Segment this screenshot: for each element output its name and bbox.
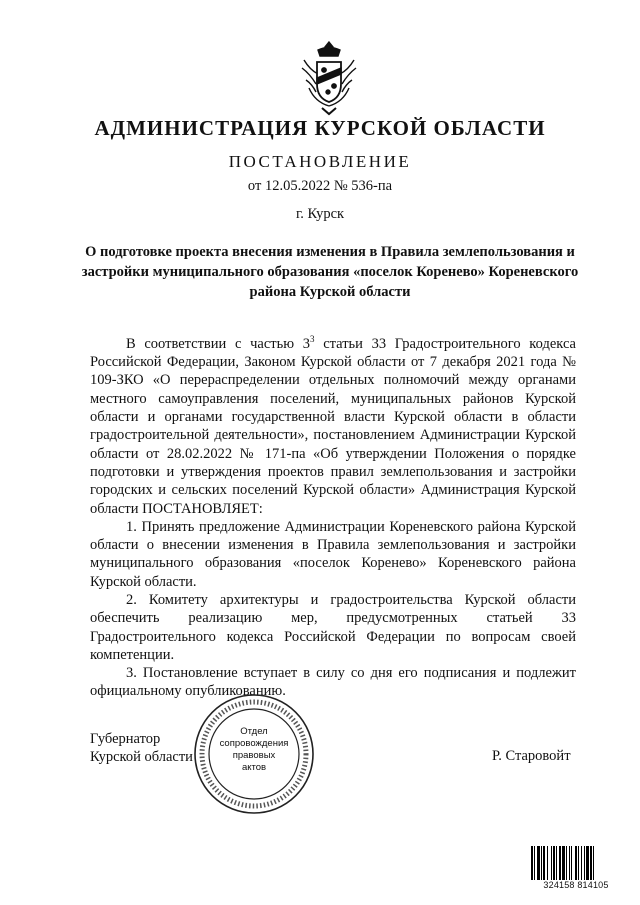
doc-date-number: от 12.05.2022 № 536-па: [247, 178, 393, 194]
stamp-line: сопровождения: [219, 738, 289, 749]
stamp-line: Отдел: [240, 726, 268, 737]
doc-type: ПОСТАНОВЛЕНИЕ: [228, 152, 412, 171]
signer-title: [90, 730, 193, 767]
doc-title: О подготовке проекта внесения изменения в Правила землепользования и застройки муниципального образования «поселок Коренево» Кореневского района Курской области: [81, 244, 579, 300]
barcode-digits: 324158 814105: [526, 880, 626, 890]
signer-title-line2: Курской области: [90, 749, 193, 766]
intro-after-sup: статьи 33 Градостроительного кодекса Российской Федерации, Законом Курской области от 7 декабря 2021 года № 109-ЗКО «О перераспределении отдельных полномочий между органами местного самоуправления поселений, муниципальных районов Курской области и органами государственной власти Курской области в области градостроительной деятельности», постановлением Администрации Курской области от 28.02.2022 № 171-па «Об утверждении Положения о порядке подготовки и утверждения проектов правил землепользования и застройки городских и сельских поселений Курской области» Администрация Курской области ПОСТАНОВЛЯЕТ:: [90, 335, 576, 517]
intro-paragraph: [90, 330, 576, 518]
intro-before-sup: В соответствии с частью 3: [126, 335, 310, 352]
list-item: 3. Постановление вступает в силу со дня его подписания и подлежит официальному опубликованию.: [90, 665, 576, 700]
stamp-text: [204, 726, 304, 774]
doc-body: [90, 330, 576, 701]
doc-city: г. Курск: [295, 206, 345, 222]
list-item: 1. Принять предложение Администрации Кореневского района Курской области о внесении изменения в Правила землепользования и застройки муниципального образования «поселок Коренево» Кореневского района Курской области.: [90, 518, 576, 590]
signer-name: Р. Старовойт: [492, 748, 571, 764]
stamp-line: правовых: [232, 750, 276, 761]
list-item: 2. Комитету архитектуры и градостроительства Курской области обеспечить реализацию мер, предусмотренных статьей 33 Градостроительного кодекса Российской Федерации по вопросам своей компетенции.: [90, 591, 576, 663]
intro-sup: 3: [310, 334, 315, 344]
org-name: АДМИНИСТРАЦИЯ КУРСКОЙ ОБЛАСТИ: [94, 116, 546, 140]
stamp-line: актов: [241, 762, 267, 773]
signer-title-line1: Губернатор: [90, 731, 161, 747]
coat-of-arms-icon: [298, 40, 360, 116]
